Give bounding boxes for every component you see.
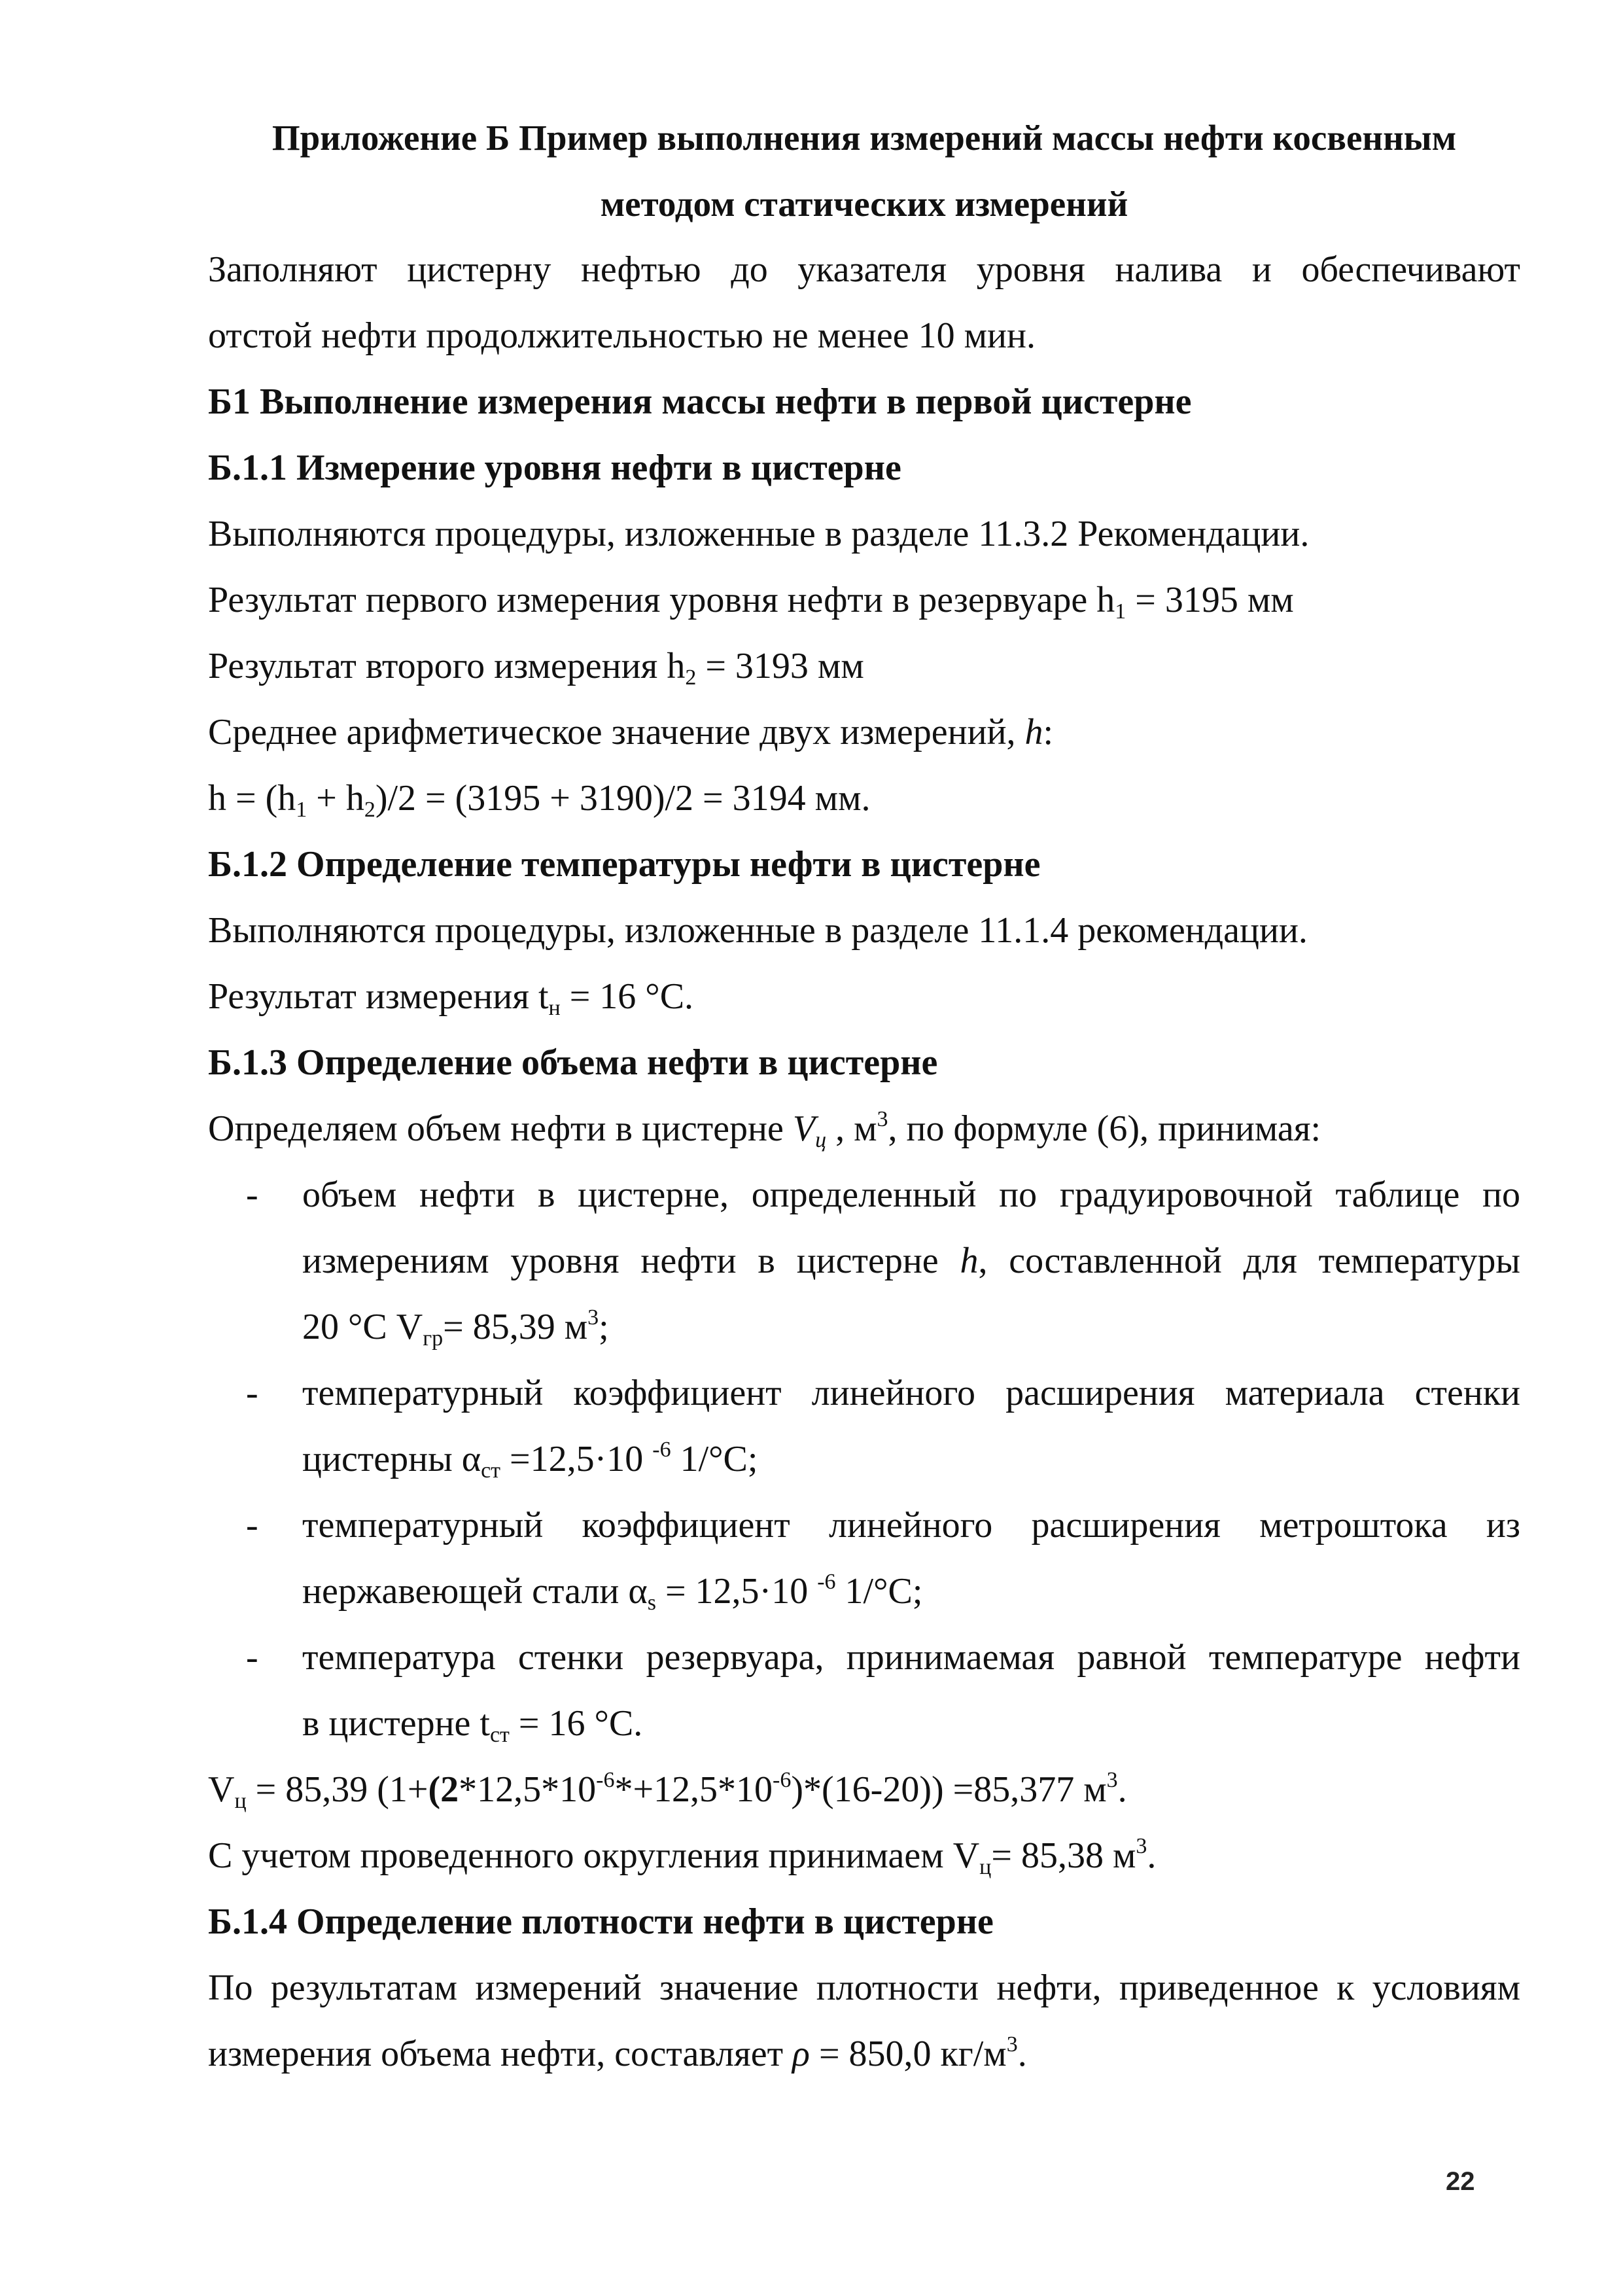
b11-line-3: Результат второго измерения $h_2 = 3193$ мм — [208, 646, 864, 690]
b11-line-4: Среднее арифметическое значение двух измерений, h: — [208, 712, 1054, 752]
b14-line-1: По результатам измерений значение плотности нефти, приведенное к условиям — [208, 1968, 1520, 2008]
item4-line-1: температура стенки резервуара, принимаемая равной температуре нефти — [302, 1637, 1520, 1678]
intro-line-1: Заполняют цистерну нефтью до указателя уровня налива и обеспечивают — [208, 249, 1520, 290]
list-dash: - — [246, 1637, 258, 1678]
section-b14-heading: Б.1.4 Определение плотности нефти в цистерне — [208, 1901, 994, 1942]
item1-line-1: объем нефти в цистерне, определенный по градуировочной таблице по — [302, 1174, 1520, 1215]
page-number: 22 — [1446, 2167, 1475, 2196]
item1-line-2: измерениям уровня нефти в цистерне h, составленной для температуры — [302, 1241, 1521, 1281]
list-item — [208, 1625, 1520, 1757]
list-item — [208, 1162, 1520, 1360]
b13-volume-calculation: $V_ц = 85,39$ $(1+(2*12,5*10^{-6}*+12,5*10^{-6})*(16-20)) =85,377$ $м^3$. — [208, 1768, 1127, 1813]
section-b11-heading: Б.1.1 Измерение уровня нефти в цистерне — [208, 448, 901, 488]
item2-line-1: температурный коэффициент линейного расширения материала стенки — [302, 1373, 1520, 1413]
appendix-title-line-2: методом статических измерений — [600, 184, 1128, 224]
list-dash: - — [246, 1373, 258, 1413]
b12-line-1: Выполняются процедуры, изложенные в разделе 11.1.4 рекомендации. — [208, 910, 1308, 951]
item1-line-3: 20 °С $V_{гр}= 85,39$ $м^3$; — [302, 1305, 609, 1351]
item4-line-2: в цистерне $t_{ст} = 16$ °С. — [302, 1703, 643, 1747]
page-content — [208, 105, 1520, 2087]
item3-line-2: нержавеющей стали $\alpha_s = 12,5\cdot 10$ $^{-6}$ 1/°С; — [302, 1570, 923, 1615]
b13-intro: Определяем объем нефти в цистерне $V_ц$ , $м^3$, по формуле (6), принимая: — [208, 1107, 1321, 1152]
section-b12-heading: Б.1.2 Определение температуры нефти в цистерне — [208, 844, 1041, 885]
section-b13-heading: Б.1.3 Определение объема нефти в цистерне — [208, 1042, 938, 1083]
list-item — [208, 1492, 1520, 1625]
b11-line-2: Результат первого измерения уровня нефти в резервуаре $h_1 = 3195$ мм — [208, 580, 1294, 624]
section-b1-heading: Б1 Выполнение измерения массы нефти в первой цистерне — [208, 381, 1192, 422]
list-dash: - — [246, 1174, 258, 1215]
appendix-title-line-1: Приложение Б Пример выполнения измерений массы нефти косвенным — [271, 118, 1457, 158]
b13-rounded-volume: С учетом проведенного округления принимаем $V_ц= 85,38$ $м^3$. — [208, 1834, 1157, 1879]
item2-line-2: цистерны $\alpha_{ст} =12,5\cdot 10$ $^{-6}$ 1/°С; — [302, 1438, 758, 1483]
list-item — [208, 1360, 1520, 1492]
b11-line-1: Выполняются процедуры, изложенные в разделе 11.3.2 Рекомендации. — [208, 514, 1310, 554]
b12-line-2: Результат измерения $t_н = 16$ °С. — [208, 976, 694, 1020]
b14-line-2: измерения объема нефти, составляет ρ = 850,0 $кг/м^3$. — [208, 2032, 1027, 2074]
b11-average-formula: $h = (h_1 + h_2)/2 = (3195 + 3190)/2 = 3194$ мм. — [208, 778, 871, 822]
item3-line-1: температурный коэффициент линейного расширения метроштока из — [302, 1505, 1520, 1545]
intro-line-2: отстой нефти продолжительностью не менее 10 мин. — [208, 315, 1036, 356]
list-dash: - — [246, 1505, 258, 1545]
